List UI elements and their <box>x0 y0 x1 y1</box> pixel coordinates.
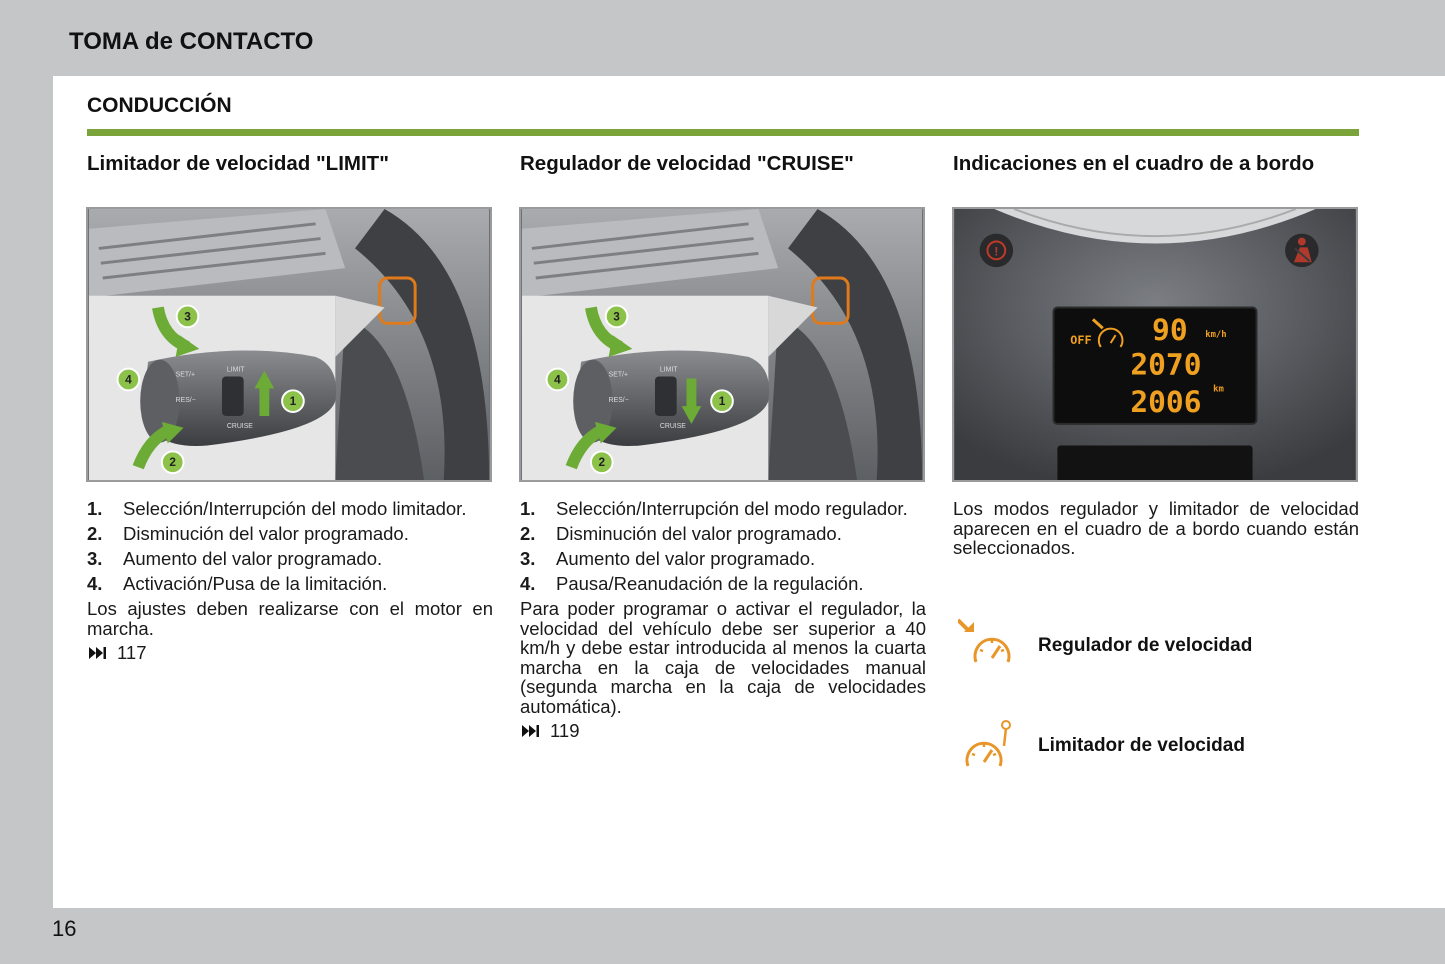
callout-4: 4 <box>554 372 561 387</box>
item-number: 1. <box>520 498 536 519</box>
legend-limiter-label: Limitador de velocidad <box>1038 735 1245 756</box>
item-number: 4. <box>87 573 103 594</box>
lcd-status: OFF <box>1070 333 1092 348</box>
section-title: CONDUCCIÓN <box>87 94 232 117</box>
list-item <box>520 549 926 569</box>
stalk-illustration <box>521 209 923 480</box>
speed-limiter-icon <box>958 718 1018 774</box>
column-title-instrument-panel: Indicaciones en el cuadro de a bordo <box>953 152 1315 175</box>
callout-3: 3 <box>613 309 620 324</box>
seatbelt-icon <box>1285 234 1319 268</box>
list-item <box>520 524 926 544</box>
instrument-cluster-illustration <box>954 209 1356 480</box>
limiter-note: Los ajustes deben realizarse con el motor en marcha. <box>87 598 493 639</box>
cruise-list <box>520 499 926 741</box>
legend-limiter <box>958 718 1245 774</box>
callout-2: 2 <box>598 455 606 470</box>
list-item <box>520 499 926 519</box>
cruise-note: Para poder programar o activar el regulador, la velocidad del vehículo debe ser superior a 40 km/h y debe estar introducida al menos la cuarta marcha en la caja de velocidades manual (segunda marcha en la caja de velocidades automática). <box>520 598 926 717</box>
instrument-panel-figure <box>952 207 1358 482</box>
column-title-cruise: Regulador de velocidad "CRUISE" <box>520 152 854 175</box>
list-item <box>87 524 493 544</box>
legend-cruise <box>958 618 1253 674</box>
page-number: 16 <box>52 916 77 941</box>
instrument-panel-note: Los modos regulador y limitador de velocidad aparecen en el cuadro de a bordo cuando están seleccionados. <box>953 498 1359 558</box>
cruise-control-icon <box>958 618 1018 674</box>
lcd-trip: 2070 <box>1130 347 1202 382</box>
callout-1: 1 <box>289 394 297 409</box>
item-text: Aumento del valor programado. <box>123 548 383 569</box>
item-text: Disminución del valor programado. <box>556 523 842 544</box>
item-number: 2. <box>520 523 536 544</box>
content-panel <box>53 76 1445 908</box>
lcd-speed: 90 <box>1152 313 1188 348</box>
page-header-title: TOMA de CONTACTO <box>69 28 314 55</box>
item-text: Activación/Pusa de la limitación. <box>123 573 388 594</box>
callout-2: 2 <box>169 455 177 470</box>
stalk-illustration <box>88 209 490 480</box>
stalk-label-cruise: CRUISE <box>659 422 686 430</box>
item-number: 1. <box>87 498 103 519</box>
list-item <box>87 499 493 519</box>
page-reference-link[interactable] <box>520 721 926 741</box>
stalk-label-limit: LIMIT <box>226 366 245 374</box>
item-number: 4. <box>520 573 536 594</box>
item-text: Aumento del valor programado. <box>556 548 816 569</box>
svg-text:!: ! <box>994 244 999 259</box>
callout-3: 3 <box>184 309 191 324</box>
page-reference-link[interactable] <box>87 643 493 663</box>
list-item <box>87 574 493 594</box>
stalk-label-cruise: CRUISE <box>226 422 253 430</box>
skip-forward-icon <box>520 723 542 739</box>
item-text: Pausa/Reanudación de la regulación. <box>556 573 864 594</box>
stalk-label-res: RES/− <box>175 397 196 405</box>
item-text: Selección/Interrupción del modo limitador. <box>123 498 467 519</box>
column-title-limiter: Limitador de velocidad "LIMIT" <box>87 152 389 175</box>
item-number: 3. <box>520 548 536 569</box>
skip-forward-icon <box>87 645 109 661</box>
stalk-label-set: SET/+ <box>175 371 195 379</box>
item-text: Disminución del valor programado. <box>123 523 409 544</box>
list-item <box>520 574 926 594</box>
legend-cruise-label: Regulador de velocidad <box>1038 635 1253 656</box>
callout-4: 4 <box>125 372 132 387</box>
list-item <box>87 549 493 569</box>
limiter-list <box>87 499 493 663</box>
warning-lamp-left <box>980 234 1014 268</box>
lcd-speed-unit: km/h <box>1205 330 1227 341</box>
page-reference-number: 117 <box>117 642 147 663</box>
stalk-label-set: SET/+ <box>608 371 628 379</box>
lcd-odo-unit: km <box>1213 384 1224 395</box>
callout-1: 1 <box>718 394 726 409</box>
item-text: Selección/Interrupción del modo regulador. <box>556 498 908 519</box>
cruise-stalk-figure <box>519 207 925 482</box>
section-divider <box>87 129 1359 136</box>
item-number: 2. <box>87 523 103 544</box>
item-number: 3. <box>87 548 103 569</box>
limiter-stalk-figure <box>86 207 492 482</box>
stalk-label-limit: LIMIT <box>659 366 678 374</box>
page-reference-number: 119 <box>550 720 580 741</box>
lcd-odometer: 2006 <box>1130 385 1202 420</box>
stalk-label-res: RES/− <box>608 397 629 405</box>
